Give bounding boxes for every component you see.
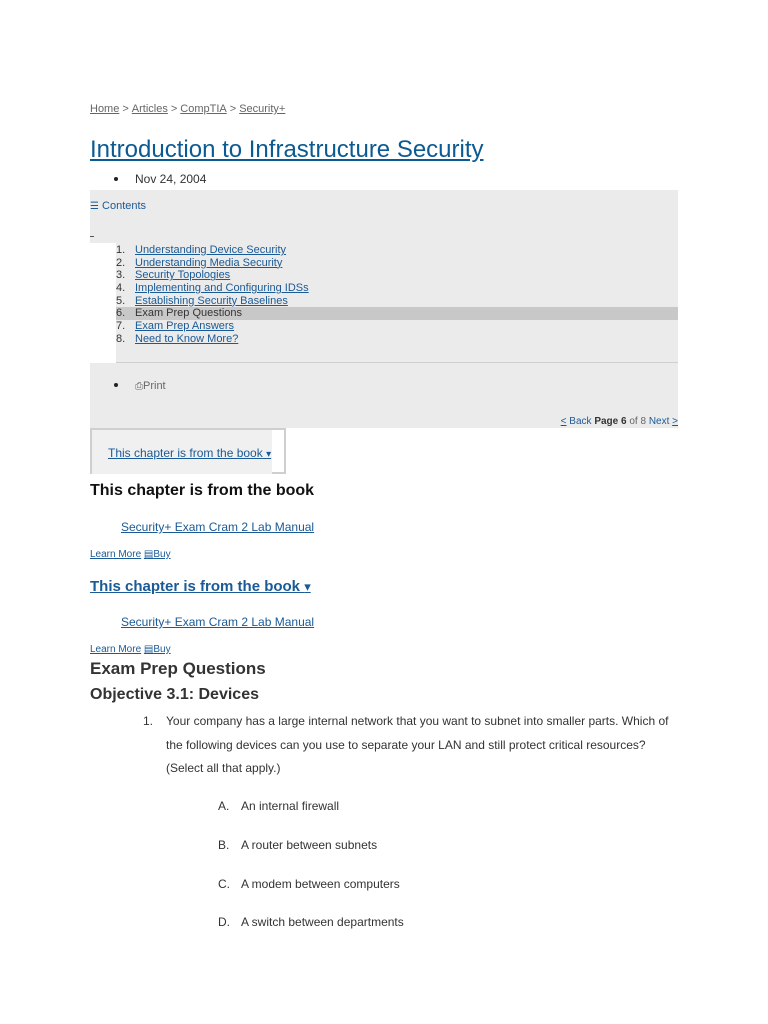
toc-link[interactable]: Exam Prep Answers <box>135 320 235 333</box>
current-page: Page 6 <box>594 416 627 427</box>
toc-number: 8. <box>116 332 126 345</box>
toc-link[interactable]: Need to Know More? <box>135 332 239 345</box>
option-text: A modem between computers <box>241 877 400 891</box>
toc-link[interactable]: Implementing and Configuring IDSs <box>135 282 309 295</box>
answer-option <box>218 838 377 852</box>
learn-more-link[interactable]: Learn More <box>90 549 142 560</box>
toc-number: 2. <box>116 256 126 269</box>
menu-icon: ☰ <box>90 201 99 212</box>
question <box>143 710 673 781</box>
toc-number: 3. <box>116 269 126 282</box>
section-heading: Exam Prep Questions <box>90 659 266 678</box>
option-letter: D. <box>218 915 230 929</box>
print-icon: ⎙ <box>135 381 143 392</box>
next-arrow-icon[interactable]: > <box>672 416 678 427</box>
option-letter: B. <box>218 838 230 852</box>
answer-option <box>218 877 400 891</box>
bullet-icon <box>114 177 118 181</box>
toc-number: 6. <box>116 307 126 320</box>
back-arrow-icon[interactable]: < <box>560 416 567 427</box>
toc-number: 7. <box>116 320 126 333</box>
toc-item[interactable] <box>116 333 678 346</box>
question-text: Your company has a large internal network that you want to subnet into smaller parts. Which of the following devices can you use to separate your LAN and still protect critical resources? (Select all that apply.) <box>166 714 669 775</box>
chevron-icon: ▾ <box>266 449 272 460</box>
option-letter: C. <box>218 877 230 891</box>
divider <box>116 362 678 363</box>
buy-label: Buy <box>153 549 171 560</box>
book-title-link[interactable]: Security+ Exam Cram 2 Lab Manual <box>121 615 315 629</box>
toc-margin <box>90 243 116 363</box>
answer-option <box>218 799 339 813</box>
toc-number: 5. <box>116 294 126 307</box>
toc-item[interactable] <box>116 320 678 333</box>
breadcrumb-home[interactable]: Home <box>90 103 120 115</box>
book-box-link[interactable] <box>108 446 271 460</box>
toc-item[interactable] <box>116 295 678 308</box>
contents-toggle[interactable] <box>90 200 146 212</box>
toc-item[interactable] <box>116 257 678 270</box>
breadcrumb <box>90 103 285 115</box>
breadcrumb-comptia[interactable]: CompTIA <box>180 103 227 115</box>
bullet-icon <box>114 383 118 387</box>
book-actions <box>90 644 171 655</box>
toc-item[interactable] <box>116 282 678 295</box>
book-box-label: This chapter is from the book <box>108 446 263 460</box>
learn-more-link[interactable]: Learn More <box>90 644 142 655</box>
toc-item[interactable] <box>116 269 678 282</box>
breadcrumb-separator: > <box>229 103 237 115</box>
divider <box>90 236 94 237</box>
print-link[interactable] <box>114 380 166 392</box>
page-count: of 8 <box>629 416 647 427</box>
toc-number: 1. <box>116 244 126 256</box>
toc-link[interactable]: Establishing Security Baselines <box>135 294 288 307</box>
buy-link[interactable] <box>144 644 171 655</box>
breadcrumb-separator: > <box>122 103 129 115</box>
print-label: Print <box>143 380 166 392</box>
breadcrumb-security-plus[interactable]: Security+ <box>239 103 286 115</box>
objective-heading: Objective 3.1: Devices <box>90 686 259 703</box>
next-link[interactable]: Next <box>648 416 670 427</box>
back-link[interactable]: Back <box>569 416 592 427</box>
option-text: A switch between departments <box>241 915 404 929</box>
book-box[interactable] <box>90 428 286 474</box>
toc-item[interactable] <box>116 244 678 257</box>
toc-number: 4. <box>116 282 126 295</box>
toc-link[interactable]: Security Topologies <box>135 269 231 282</box>
book-actions <box>90 549 171 560</box>
book-heading-link[interactable] <box>90 578 311 595</box>
page-title[interactable]: Introduction to Infrastructure Security <box>90 136 484 163</box>
date-text: Nov 24, 2004 <box>135 172 207 186</box>
answer-option <box>218 915 404 929</box>
cart-icon: ▤ <box>143 549 154 560</box>
option-letter: A. <box>218 799 230 813</box>
toc-current-label: Exam Prep Questions <box>135 307 242 320</box>
contents-label: Contents <box>102 200 147 212</box>
book-heading: This chapter is from the book <box>90 482 315 499</box>
cart-icon: ▤ <box>143 644 154 655</box>
table-of-contents <box>116 244 678 346</box>
toc-link[interactable]: Understanding Device Security <box>135 244 287 256</box>
publish-date <box>114 172 206 186</box>
pagination <box>561 416 678 427</box>
book-title-link[interactable]: Security+ Exam Cram 2 Lab Manual <box>121 520 315 534</box>
question-number: 1. <box>143 714 154 728</box>
toc-item-current <box>116 307 678 320</box>
toc-link[interactable]: Understanding Media Security <box>135 256 283 269</box>
buy-link[interactable] <box>144 549 171 560</box>
breadcrumb-articles[interactable]: Articles <box>131 103 168 115</box>
chevron-icon: ▾ <box>304 580 311 595</box>
option-text: An internal firewall <box>241 799 340 813</box>
buy-label: Buy <box>153 644 171 655</box>
book-heading-text: This chapter is from the book <box>90 578 301 595</box>
option-text: A router between subnets <box>241 838 378 852</box>
breadcrumb-separator: > <box>170 103 178 115</box>
